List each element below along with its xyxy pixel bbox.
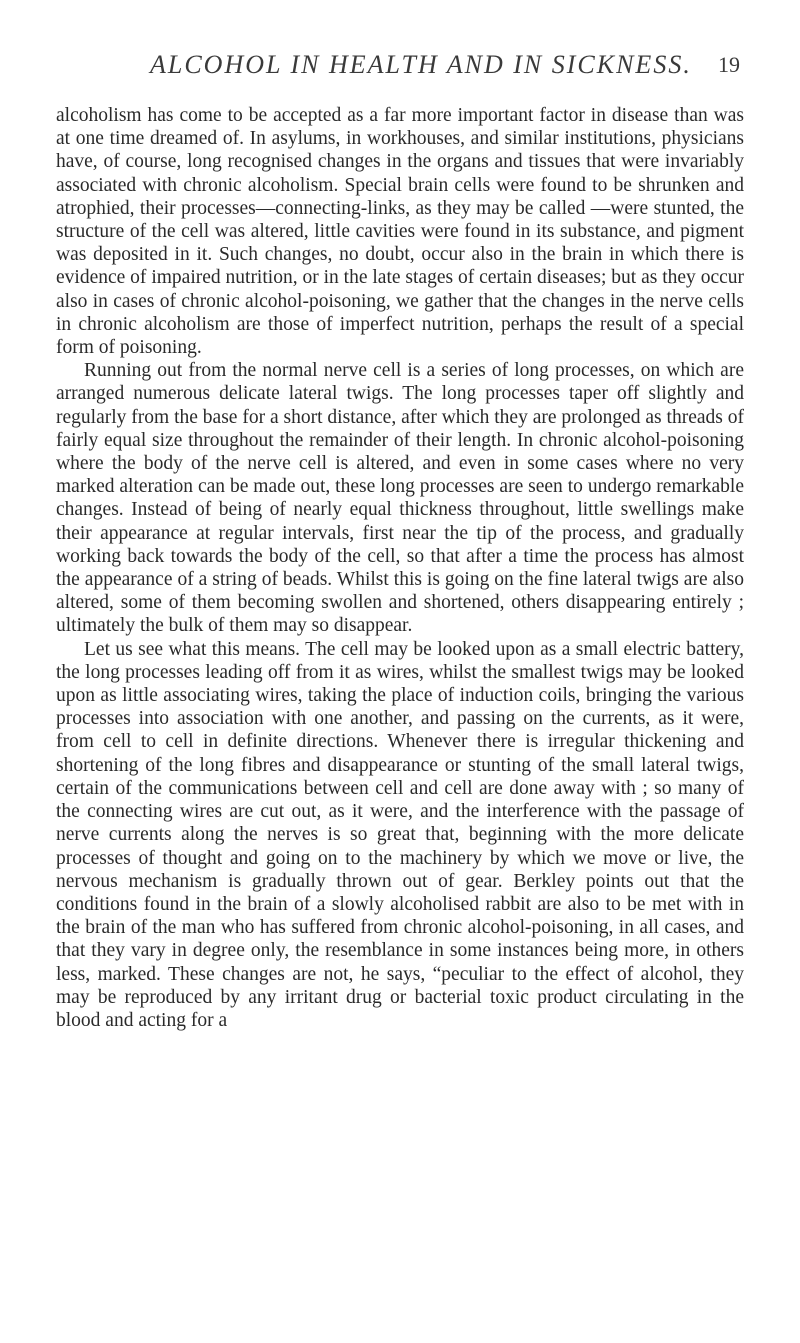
paragraph-continued: alcoholism has come to be accepted as a far more important factor in disease than was at one time dreamed of. In asylums, in workhouses, and similar institutions, physicians have, of course, long recognised changes in the organs and tissues that were invariably associated with chronic alcoholism. Special brain cells were found to be shrunken and atrophied, their processes—connecting-links, as they may be called —were stunted, the structure of the cell was altered, little cavities were found in its substance, and pigment was deposited in it. Such changes, no doubt, occur also in the brain in which there is evidence of impaired nutrition, or in the late stages of certain diseases; but as they occur also in cases of chronic alcohol-poisoning, we gather that the changes in the nerve cells in chronic alcoholism are those of imperfect nutrition, perhaps the result of a special form of poisoning. — [56, 105, 744, 359]
running-head — [150, 50, 740, 84]
paragraph-battery-analogy: Let us see what this means. The cell may be looked upon as a small electric battery, the long processes leading off from it as wires, whilst the smallest twigs may be looked upon as little associating wires, taking the place of induction coils, bringing the various processes into association with one another, and passing on the currents, as it were, from cell to cell in definite directions. Whenever there is irregular thickening and shortening of the long fibres and disappearance or stunting of the small lateral twigs, certain of the communications between cell and cell are done away with ; so many of the connecting wires are cut out, as it were, and the interference with the passage of nerve currents along the nerves is so great that, beginning with the more delicate processes of thought and going on to the machinery by which we move or live, the nervous mechanism is gradually thrown out of gear. Berkley points out that the conditions found in the brain of a slowly alcoholised rabbit are also to be met with in the brain of the man who has suffered from chronic alcohol-poisoning, in all cases, and that they vary in degree only, the resemblance in some instances being more, in others less, marked. These changes are not, he says, “peculiar to the effect of alcohol, they may be reproduced by any irritant drug or bacterial toxic product circulating in the blood and acting for a — [56, 638, 744, 1031]
body-text — [56, 104, 744, 1032]
running-title: ALCOHOL IN HEALTH AND IN SICKNESS. — [150, 50, 692, 79]
page-number: 19 — [718, 52, 740, 77]
paragraph-nerve-cell-processes: Running out from the normal nerve cell is a series of long processes, on which are arranged numerous delicate lateral twigs. The long processes taper off slightly and regularly from the base for a short distance, after which they are prolonged as threads of fairly equal size throughout the remainder of their length. In chronic alcohol-poisoning where the body of the nerve cell is altered, and even in some cases where no very marked alteration can be made out, these long processes are seen to undergo remarkable changes. Instead of being of nearly equal thickness throughout, little swellings make their appearance at regular intervals, first near the tip of the process, and gradually working back towards the body of the cell, so that after a time the process has almost the appearance of a string of beads. Whilst this is going on the fine lateral twigs are also altered, some of them becoming swollen and shortened, others disappearing entirely ; ultimately the bulk of them may so disappear. — [56, 360, 744, 637]
